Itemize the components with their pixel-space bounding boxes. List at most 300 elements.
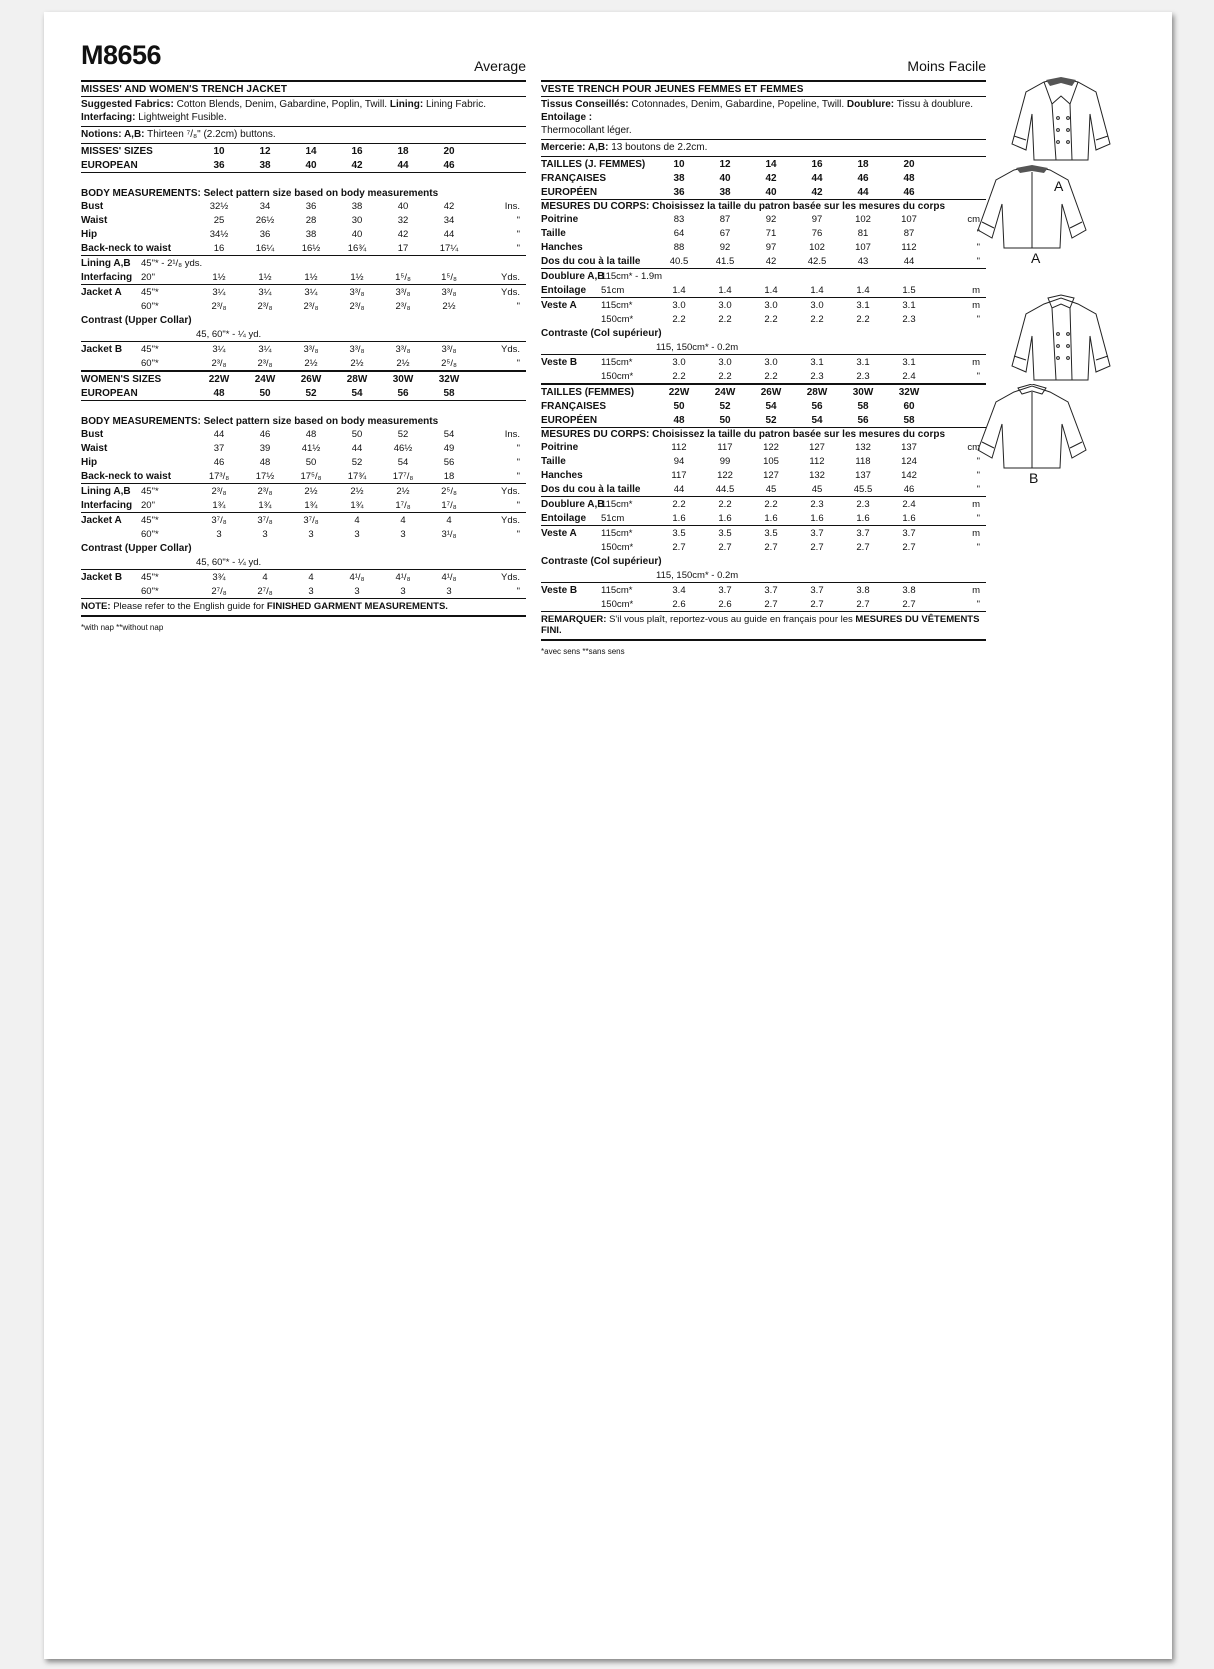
unit: " — [976, 483, 980, 495]
size-cell: 60 — [903, 400, 915, 412]
row-label: TAILLES (FEMMES) — [541, 386, 635, 398]
size-cell: 3.1 — [856, 356, 870, 368]
measurement-row — [541, 226, 986, 240]
size-cell: 64 — [673, 227, 685, 239]
size-cell: 87 — [719, 213, 731, 225]
misses-lining-table-fr — [541, 269, 986, 298]
women-body-table-fr — [541, 440, 986, 497]
size-cell: 3.1 — [810, 356, 824, 368]
fabric-width: 45"* — [141, 514, 159, 526]
measurement-row — [81, 342, 526, 356]
size-cell: 117 — [671, 469, 687, 481]
measurement-row — [541, 283, 986, 297]
unit: Ins. — [504, 428, 520, 440]
fabric-width: 51cm — [601, 284, 625, 296]
size-cell: 2.3 — [810, 498, 824, 510]
size-cell: 17⁵/₈ — [300, 470, 322, 482]
size-cell: 2³/₈ — [395, 300, 411, 312]
notions-text: Thirteen ⁷/₈" (2.2cm) buttons. — [147, 129, 276, 140]
size-cell: 4 — [354, 514, 360, 526]
row-label: Lining A,B — [81, 485, 131, 497]
measurement-row — [81, 513, 526, 527]
women-jacket-a-rows-fr — [541, 526, 986, 554]
size-cell: 2.7 — [810, 541, 824, 553]
women-contrast-text-fr: 115, 150cm* - 0.2m — [656, 569, 739, 581]
women-lining-table-fr — [541, 497, 986, 526]
measurement-row — [541, 597, 986, 611]
contrast-text-fr: 115, 150cm* - 0.2m — [656, 341, 739, 353]
size-cell: 94 — [673, 455, 685, 467]
jacket-b-back-illustration — [972, 384, 1092, 470]
size-cell: 1.4 — [856, 284, 870, 296]
size-cell: 2.7 — [856, 598, 870, 610]
measurement-row — [541, 540, 986, 554]
size-cell: 56 — [857, 414, 869, 426]
size-cell: 3 — [262, 528, 268, 540]
size-cell: 32½ — [209, 200, 229, 212]
size-cell: 1.5 — [902, 284, 916, 296]
unit: " — [516, 228, 520, 240]
size-cell: 1⁷/₈ — [395, 499, 411, 511]
size-cell: 87 — [903, 227, 915, 239]
size-cell: 58 — [903, 414, 915, 426]
french-column — [541, 12, 986, 656]
size-cell: 16½ — [301, 242, 321, 254]
size-cell: 49 — [443, 442, 455, 454]
size-cell: 2.2 — [856, 313, 870, 325]
size-cell: 3 — [354, 528, 360, 540]
size-cell: 2½ — [350, 485, 364, 497]
size-cell: 42.5 — [807, 255, 827, 267]
size-cell: 38 — [259, 159, 271, 171]
measurement-row — [81, 213, 526, 227]
unit: " — [976, 313, 980, 325]
unit: " — [516, 499, 520, 511]
size-row — [541, 413, 986, 427]
unit: Yds. — [500, 271, 520, 283]
size-cell: 12 — [259, 145, 271, 157]
size-cell: 26½ — [255, 214, 275, 226]
size-cell: 3.1 — [856, 299, 870, 311]
view-a-label: A — [1031, 250, 1041, 266]
size-cell: 52 — [351, 456, 363, 468]
fabric-width: 45"* — [141, 485, 159, 497]
unit: " — [516, 528, 520, 540]
size-cell: 117 — [717, 441, 733, 453]
notions-paragraph-fr — [541, 140, 986, 157]
size-cell: 30 — [351, 214, 363, 226]
size-cell: 17½ — [255, 470, 275, 482]
size-cell: 2³/₈ — [257, 300, 273, 312]
size-cell: 1.4 — [672, 284, 686, 296]
unit: " — [976, 227, 980, 239]
size-cell: 28 — [305, 214, 317, 226]
row-label: Waist — [81, 214, 108, 226]
row-label: Jacket B — [81, 571, 123, 583]
size-row — [81, 386, 526, 400]
size-cell: 2³/₈ — [349, 300, 365, 312]
size-cell: 40 — [765, 186, 777, 198]
unit: " — [976, 512, 980, 524]
difficulty-fr: Moins Facile — [907, 58, 986, 74]
size-cell: 2½ — [350, 357, 364, 369]
size-cell: 2.2 — [764, 313, 778, 325]
misses-lining-table — [81, 256, 526, 285]
size-cell: 24W — [714, 386, 736, 398]
size-cell: 1⁵/₈ — [441, 271, 457, 283]
size-cell: 17⁷/₈ — [392, 470, 414, 482]
size-cell: 28W — [806, 386, 828, 398]
size-cell: 26W — [760, 386, 782, 398]
size-cell: 14 — [765, 158, 777, 170]
measurement-row — [541, 212, 986, 226]
fabric-width: 51cm — [601, 512, 625, 524]
misses-sizes-table-fr — [541, 157, 986, 200]
size-cell: 44 — [903, 255, 915, 267]
women-contrast-label: Contrast (Upper Collar) — [81, 542, 192, 554]
size-cell: 2½ — [396, 357, 410, 369]
fabrics-label: Suggested Fabrics: — [81, 99, 174, 110]
row-label: Dos du cou à la taille — [541, 255, 641, 267]
size-cell: 112 — [671, 441, 687, 453]
size-cell: 3³/₈ — [303, 343, 319, 355]
size-row — [81, 158, 526, 172]
row-label: Jacket A — [81, 286, 122, 298]
size-cell: 18 — [397, 145, 409, 157]
size-cell: 2.2 — [718, 313, 732, 325]
size-cell: 37 — [213, 442, 225, 454]
fabric-width: 115cm* — [601, 356, 633, 368]
unit: " — [976, 469, 980, 481]
body-measurements-header-fr: MESURES DU CORPS: Choisissez la taille du patron basée sur les mesures du corps — [541, 201, 946, 212]
unit: Yds. — [500, 571, 520, 583]
size-cell: 132 — [809, 469, 825, 481]
women-sizes-table — [81, 370, 526, 401]
row-label: Taille — [541, 227, 566, 239]
size-cell: 42 — [811, 186, 823, 198]
misses-jacket-a-rows-fr — [541, 298, 986, 326]
size-cell: 10 — [213, 145, 225, 157]
row-label: Jacket A — [81, 514, 122, 526]
row-label: Back-neck to waist — [81, 470, 172, 482]
size-cell: 54 — [351, 387, 363, 399]
garment-title-fr: VESTE TRENCH POUR JEUNES FEMMES ET FEMMES — [541, 80, 986, 97]
size-cell: 3.7 — [810, 527, 824, 539]
size-cell: 122 — [717, 469, 733, 481]
size-cell: 107 — [855, 241, 871, 253]
size-cell: 54 — [443, 428, 455, 440]
size-cell: 3¼ — [212, 343, 226, 355]
unit: " — [516, 442, 520, 454]
measurement-row — [541, 482, 986, 496]
size-cell: 3¼ — [304, 286, 318, 298]
measurement-row — [81, 285, 526, 299]
size-cell: 16 — [351, 145, 363, 157]
size-cell: 2.6 — [718, 598, 732, 610]
size-cell: 2.7 — [902, 541, 916, 553]
size-cell: 3.1 — [902, 356, 916, 368]
size-cell: 1¾ — [304, 499, 318, 511]
size-cell: 88 — [673, 241, 685, 253]
note-label: NOTE: — [81, 601, 111, 612]
size-cell: 2.2 — [764, 370, 778, 382]
women-lining-table — [81, 484, 526, 513]
size-cell: 46 — [443, 159, 455, 171]
size-cell: 32 — [397, 214, 409, 226]
size-cell: 52 — [397, 428, 409, 440]
lining-label: Lining: — [389, 99, 424, 110]
size-cell: 34½ — [209, 228, 229, 240]
size-cell: 12 — [719, 158, 731, 170]
row-label: Back-neck to waist — [81, 242, 172, 254]
size-cell: 42 — [765, 255, 777, 267]
size-cell: 24W — [254, 373, 276, 385]
row-label: Veste A — [541, 527, 577, 539]
size-cell: 10 — [673, 158, 685, 170]
unit: " — [516, 585, 520, 597]
size-cell: 3³/₈ — [441, 286, 457, 298]
size-cell: 36 — [259, 228, 271, 240]
row-label: EUROPEAN — [81, 387, 138, 399]
fabrics-paragraph — [81, 97, 526, 127]
fabric-width: 115cm* - 1.9m — [601, 270, 663, 282]
measurement-row — [541, 369, 986, 383]
size-cell: 54 — [811, 414, 823, 426]
size-cell: 44.5 — [715, 483, 735, 495]
size-row — [541, 157, 986, 171]
size-cell: 4¹/₈ — [349, 571, 365, 583]
fabric-width: 115cm* — [601, 527, 633, 539]
size-cell: 54 — [765, 400, 777, 412]
women-jacket-b-table-fr — [541, 583, 986, 611]
measurement-row — [81, 584, 526, 598]
size-cell: 40.5 — [669, 255, 689, 267]
row-label: Lining A,B — [81, 257, 131, 269]
header-fr — [541, 46, 986, 78]
size-cell: 17 — [397, 242, 409, 254]
size-cell: 18 — [857, 158, 869, 170]
measurement-row — [81, 227, 526, 241]
size-cell: 97 — [811, 213, 823, 225]
nap-legend-fr: *avec sens **sans sens — [541, 647, 625, 656]
unit: " — [516, 214, 520, 226]
size-row — [541, 171, 986, 185]
size-cell: 2.7 — [764, 598, 778, 610]
size-cell: 3 — [354, 585, 360, 597]
size-cell: 44 — [397, 159, 409, 171]
size-cell: 38 — [673, 172, 685, 184]
size-cell: 43 — [857, 255, 869, 267]
size-cell: 112 — [809, 455, 825, 467]
size-cell: 50 — [259, 387, 271, 399]
size-cell: 2.7 — [902, 598, 916, 610]
size-cell: 17¼ — [439, 242, 459, 254]
size-cell: 2.7 — [856, 541, 870, 553]
size-cell: 50 — [351, 428, 363, 440]
size-cell: 3³/₈ — [395, 343, 411, 355]
row-label: FRANÇAISES — [541, 400, 607, 412]
size-cell: 2.3 — [810, 370, 824, 382]
women-contrast-label-fr: Contraste (Col supérieur) — [541, 555, 662, 567]
size-cell: 92 — [765, 213, 777, 225]
size-cell: 40 — [305, 159, 317, 171]
size-cell: 48 — [213, 387, 225, 399]
garment-title: MISSES' AND WOMEN'S TRENCH JACKET — [81, 80, 526, 97]
measurement-row — [541, 468, 986, 482]
size-cell: 36 — [305, 200, 317, 212]
measurement-row — [541, 511, 986, 525]
size-cell: 52 — [305, 387, 317, 399]
size-cell: 3⁷/₈ — [257, 514, 273, 526]
size-cell: 67 — [719, 227, 731, 239]
size-cell: 46 — [259, 428, 271, 440]
size-cell: 2⁵/₈ — [441, 357, 457, 369]
size-cell: 3.5 — [764, 527, 778, 539]
row-label: Jacket B — [81, 343, 123, 355]
size-cell: 20 — [903, 158, 915, 170]
measurement-row — [541, 355, 986, 369]
size-cell: 1.4 — [764, 284, 778, 296]
size-cell: 40 — [351, 228, 363, 240]
size-cell: 25 — [213, 214, 225, 226]
size-cell: 1¾ — [350, 499, 364, 511]
view-b-label: B — [1029, 470, 1039, 486]
row-label: TAILLES (J. FEMMES) — [541, 158, 646, 170]
measurement-row — [541, 254, 986, 268]
misses-body-table — [81, 199, 526, 256]
unit: Yds. — [500, 343, 520, 355]
size-row — [541, 399, 986, 413]
size-cell: 40 — [397, 200, 409, 212]
measurement-row — [81, 469, 526, 483]
size-cell: 127 — [809, 441, 825, 453]
size-cell: 3.0 — [764, 356, 778, 368]
size-cell: 30W — [852, 386, 874, 398]
size-cell: 3.5 — [718, 527, 732, 539]
fabric-width: 60"* — [141, 357, 159, 369]
fabric-width: 150cm* — [601, 541, 634, 553]
size-cell: 3 — [400, 585, 406, 597]
lining-label-fr: Doublure: — [846, 99, 895, 110]
size-cell: 50 — [305, 456, 317, 468]
measurement-row — [541, 312, 986, 326]
size-cell: 1.6 — [902, 512, 916, 524]
size-cell: 56 — [443, 456, 455, 468]
size-cell: 3.1 — [902, 299, 916, 311]
size-cell: 56 — [811, 400, 823, 412]
lining-text-fr: Tissu à doublure. — [896, 99, 974, 110]
size-cell: 16 — [213, 242, 225, 254]
size-cell: 52 — [765, 414, 777, 426]
size-cell: 22W — [208, 373, 230, 385]
size-cell: 16¼ — [255, 242, 275, 254]
size-cell: 1½ — [350, 271, 364, 283]
size-cell: 42 — [397, 228, 409, 240]
row-label: WOMEN'S SIZES — [81, 373, 162, 385]
women-body-table — [81, 427, 526, 484]
size-cell: 3.5 — [672, 527, 686, 539]
fabric-width: 150cm* — [601, 313, 634, 325]
size-cell: 132 — [855, 441, 871, 453]
interfacing-text: Lightweight Fusible. — [138, 112, 227, 123]
size-cell: 3.0 — [672, 299, 686, 311]
size-cell: 56 — [397, 387, 409, 399]
unit: " — [976, 541, 980, 553]
size-cell: 32W — [438, 373, 460, 385]
measurement-row — [81, 256, 526, 270]
size-cell: 48 — [903, 172, 915, 184]
measurement-row — [81, 270, 526, 284]
unit: " — [516, 456, 520, 468]
unit: " — [516, 300, 520, 312]
size-cell: 124 — [901, 455, 917, 467]
size-cell: 30W — [392, 373, 414, 385]
size-cell: 44 — [213, 428, 225, 440]
size-cell: 45 — [811, 483, 823, 495]
body-measurements-header: BODY MEASUREMENTS: Select pattern size based on body measurements — [81, 188, 439, 199]
size-cell: 45 — [765, 483, 777, 495]
size-cell: 40 — [719, 172, 731, 184]
size-cell: 39 — [259, 442, 271, 454]
size-cell: 4 — [308, 571, 314, 583]
size-cell: 44 — [443, 228, 455, 240]
row-label: Veste B — [541, 584, 578, 596]
size-cell: 38 — [351, 200, 363, 212]
size-cell: 3³/₈ — [349, 286, 365, 298]
unit: m — [972, 498, 980, 510]
unit: cm — [967, 441, 980, 453]
size-cell: 2.2 — [810, 313, 824, 325]
unit: m — [972, 284, 980, 296]
measurement-row — [541, 497, 986, 511]
size-cell: 3.4 — [672, 584, 686, 596]
misses-sizes-table — [81, 144, 526, 173]
size-cell: 2.2 — [672, 370, 686, 382]
measurement-row — [541, 583, 986, 597]
size-cell: 38 — [305, 228, 317, 240]
size-cell: 127 — [763, 469, 779, 481]
row-label: Veste B — [541, 356, 578, 368]
size-cell: 2.7 — [810, 598, 824, 610]
size-cell: 102 — [855, 213, 871, 225]
size-cell: 1¾ — [258, 499, 272, 511]
note-text: Please refer to the English guide for — [113, 601, 265, 612]
size-cell: 118 — [855, 455, 871, 467]
row-label: Taille — [541, 455, 566, 467]
misses-jacket-b-table-fr — [541, 355, 986, 383]
jacket-a-back-illustration — [972, 164, 1092, 250]
size-cell: 2.2 — [718, 370, 732, 382]
size-cell: 3.7 — [902, 527, 916, 539]
size-cell: 17¾ — [347, 470, 367, 482]
size-cell: 1¾ — [212, 499, 226, 511]
fabrics-text-fr: Cotonnades, Denim, Gabardine, Popeline, Twill. — [631, 99, 845, 110]
note-text-fr: S'il vous plaît, reportez-vous au guide en français pour les — [609, 614, 853, 625]
size-cell: 42 — [443, 200, 455, 212]
women-sizes-table-fr — [541, 383, 986, 428]
row-label: Bust — [81, 428, 104, 440]
unit: Yds. — [500, 286, 520, 298]
size-cell: 22W — [668, 386, 690, 398]
size-cell: 3¾ — [212, 571, 226, 583]
size-cell: 1½ — [258, 271, 272, 283]
size-cell: 3⁷/₈ — [211, 514, 227, 526]
size-cell: 2½ — [304, 485, 318, 497]
contrast-label-fr: Contraste (Col supérieur) — [541, 327, 662, 339]
size-cell: 46 — [213, 456, 225, 468]
size-cell: 102 — [809, 241, 825, 253]
size-cell: 3.7 — [856, 527, 870, 539]
